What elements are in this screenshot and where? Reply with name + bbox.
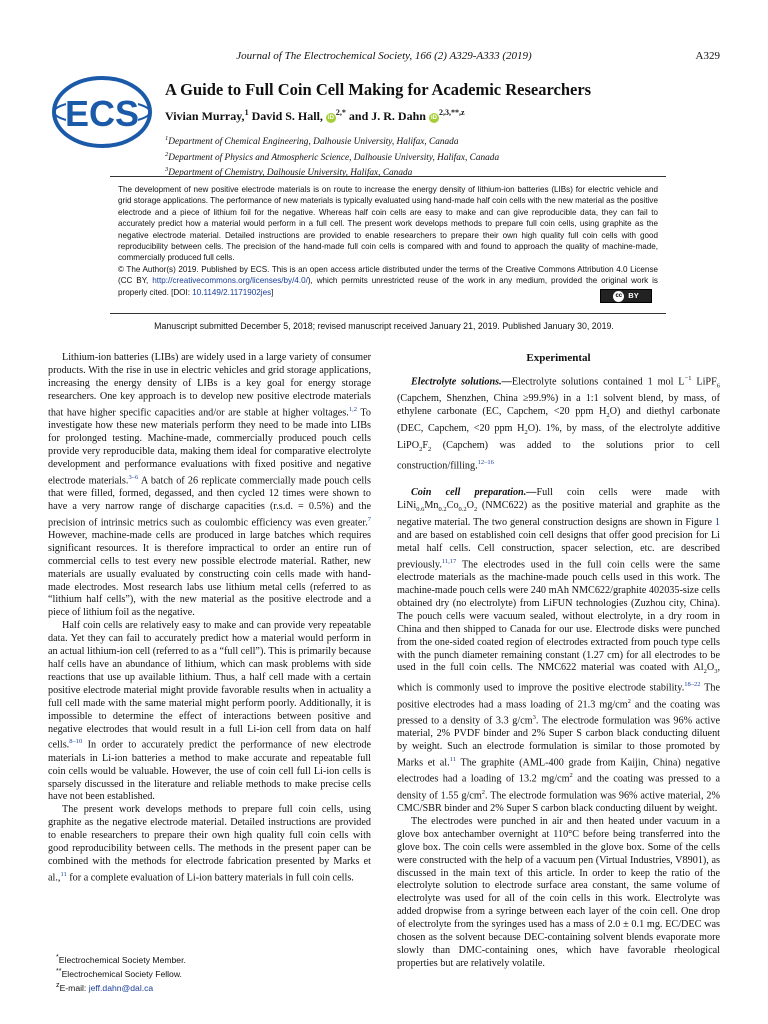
cc-icon: cc [613,291,624,302]
author-affil-mark: 2,* [335,108,346,117]
citation[interactable]: 11 [449,756,456,764]
affiliation-line: $^1$Department of Chemical Engineering, Dalhousie University, Halifax, Canada [165,135,459,148]
footnote: $^z$E-mail: jeff.dahn@dal.ca [56,981,154,994]
citation[interactable]: 11 [60,870,67,878]
orcid-icon[interactable]: iD [430,115,437,121]
citation[interactable]: 3–6 [128,473,139,481]
footnote: **Electrochemical Society Fellow. [56,967,182,980]
right-column [397,352,720,971]
running-head: Journal of The Electrochemical Society, 166 (2) A329-A333 (2019) [236,50,532,62]
body-paragraph: Electrolyte solutions.—Electrolyte solutions contained 1 mol $L^{-1}$ LiPF$_6$ (Capchem, Shenzhen, China ≥99.9%) in a 1:1 solvent blend, by mass, of ethylene carbonate (EC, Capchem, <20 ppm $H_2O$) and diethyl carbonate (DEC, Capchem, <20 ppm $H_2O$). 1%, by mass, of the electrolyte additive $LiPO_2F_2$ (Capchem) was added to the solutions prior to cell construction/filling.$^{12-16}$ [397,374,720,472]
doi-link[interactable]: 10.1149/2.1171902jes [192,287,272,297]
affiliation-line: $^2$Department of Physics and Atmospheric Science, Dalhousie University, Halifax, Canada [165,150,500,163]
body-paragraph: The present work develops methods to prepare full coin cells, using graphite as the negative electrode material. Detailed instructions are provided to enable researchers to prepare their own high quality full coin cells with good reproducibility between cells. The methods in the present paper can be combined with the methods for electrode fabrication presented by Marks et al.,$^{11}$ for a complete evaluation of Li-ion battery materials in full coin cells. [48,804,371,884]
body-paragraph: Coin cell preparation.—Full coin cells were made with $LiNi_{0.6}Mn_{0.2}Co_{0.2}O_2$ (NMC622) as the positive material and graphite as the negative material. The two general construction designs are shown in Figure 1 and are based on established coin cell designs that offer good precision for Li metal half cells. Cell construction, spacer selection, etc. are described previously.$^{11,17}$ The electrodes used in the full coin cells were the same electrode materials as the machine-made pouch cells used in this work. The machine-made pouch cells were 240 mAh NMC622/graphite 402035-size cells obtained dry (no electrolyte) from LiFUN technologies (Zuzhou city, China). The pouch cells were vacuum sealed, without electrolyte, in a dry room in China and then shipped to Canada for our use. Electrode disks were punched from the one-sided coated region of electrodes extracted from pouch type cells with the punch diameter remaining constant (1.27 cm) for all electrodes to be used in the full coin cells. The NMC622 material was coated with $Al_2O_3$, which is commonly used to improve the positive electrode stability.$^{18-22}$ The positive electrodes had a mass loading of 21.3 $mg/cm^2$ and the coating was pressed to a density of 3.3 $g/cm^3$. The electrode formulation was 96% active material, 2% PVDF binder and 2% Super S carbon black conducting diluent by weight. Such an electrode formulation is similar to those promoted by Marks et al.$^{11}$ The graphite (AML-400 grade from Kaijin, China) negative electrodes had a loading of 13.2 $mg/cm^2$ and the coating was pressed to a density of 1.55 $g/cm^2$. The electrode formulation was 96% active material, 2% CMC/SBR binder and 2% Super S carbon black conducting diluent by weight. [397,487,721,814]
license-text: © The Author(s) 2019. Published by ECS. This is an open access article distributed under the terms of the Creative Commons Attribution 4.0 License (CC BY, [118,264,658,286]
body-paragraph: The electrodes were punched in air and then heated under vacuum in a glove box antechamber overnight at 110°C before being transferred into the glove box. The coin cells were assembled in the glove box. Some of the cells were constructed with the help of a vacuum pen (Virtual Industries, V8901), as discussed in the main text of this article. In order to keep the ratio of the electrolyte solution to electrode surface area constant, the same volume of electrolyte was used for all of the coin cells in this work. Electrolyte was added dropwise from a syringe between each layer of the coin cell. One drop of electrolyte from the syringes used has a mass of 2.0 ± 0.1 mg. EC/DEC was chosen as the solvent because DEC-containing solvent blends evaporate more slowly than DMC-containing ones, which have favorable rheological properties but are relatively volatile. [397,815,720,969]
figure-link[interactable]: 1 [714,517,720,529]
citation[interactable]: 7 [367,515,371,523]
citation[interactable]: 11,17 [441,557,457,565]
section-heading: Experimental [526,352,591,364]
affiliation-line: $^3$Department of Chemistry, Dalhousie University, Halifax, Canada [165,166,413,179]
citation[interactable]: 12–16 [477,458,494,466]
footnotes [48,952,371,994]
citation[interactable]: 8–10 [69,738,83,746]
email-link[interactable]: jeff.dahn@dal.ca [88,983,154,994]
abstract: The development of new positive electrode materials is on route to increase the energy density of lithium-ion batteries (LIBs) for electric vehicle and grid storage applications. The performance of new materials is typically evaluated using hand-made half coin cells with the new material as the positive electrode and a piece of lithium foil for the negative. Whereas half coin cells are easy to make and can give reproducible data, they can fail to accurately predict how a material would perform in a full cell. The present work develops methods to prepare full coin cells, using graphite as the negative electrode material. Detailed instructions are provided to enable researchers to prepare their own high quality full coin cells with good reproducibility between cells. The precision of the hand-made full coin cells is compared with and found to approach the quality of machine-made, commercially produced full cells. © The Author(s) 2019. Published by ECS. This is an open access article distributed under the terms of the Creative Commons Attribution 4.0 License (CC BY, http://creativecommons.org/licenses/by/4.0/), which permits unrestricted reuse of the work in any medium, provided the original work is properly cited. [DOI: 10.1149/2.1171902jes] cc BY [110,176,666,314]
manuscript-dates: Manuscript submitted December 5, 2018; revised manuscript received January 21, 2019. Published January 30, 2019. [154,321,614,331]
author-name: David S. Hall, [251,109,323,123]
body-paragraph: Half coin cells are relatively easy to make and can provide very repeatable data. Yet they can fail to accurately predict how a material would perform in an actual lithium-ion cell (referred to as a “full cell”). This is primarily because half cells have an abundance of lithium, which can mask problems with side reactions that use up available lithium. Thus, a half cell made with a certain positive electrode material might provide favorable results when in actuality a full cell made with the same material might perform poorly. Additionally, it is impossible to determine the effect of interactions between positive and negative electrodes that would result in a full Li-ion cell from data on half cells.$^{8-10}$ In order to accurately predict the performance of new electrode materials in Li-ion batteries a method to make accurate and repeatable full coin cells would be valuable. However, the use of coin cell full Li-ion cells is sparsely discussed in the literature and reliable methods to make precise cells have not been established. [48,620,371,803]
affiliations [165,133,725,180]
subsection-heading: Electrolyte solutions.— [411,376,512,388]
license-link[interactable]: http://creativecommons.org/licenses/by/4.0/ [152,276,308,286]
footnote: *Electrochemical Society Member. [56,953,186,965]
ecs-logo-text: ECS [64,93,140,134]
page-number: A329 [695,50,720,62]
citation[interactable]: 18–22 [684,681,701,689]
ecs-logo [52,76,152,148]
left-column [48,352,371,885]
cc-by-label: BY [628,291,639,301]
cc-by-badge[interactable] [600,289,652,303]
article-title: A Guide to Full Coin Cell Making for Academic Researchers [165,80,592,99]
abstract-text: The development of new positive electrode materials is on route to increase the energy density of lithium-ion batteries (LIBs) for electric vehicle and grid storage applications. The performance of new materials is typically evaluated using hand-made half coin cells with the new material as the positive electrode and a piece of lithium foil for the negative. Whereas half coin cells are easy to make and can give reproducible data, they can fail to accurately predict how a material would perform in a full cell. The present work develops methods to prepare full coin cells, using graphite as the negative electrode material. Detailed instructions are provided to enable researchers to prepare their own high quality full coin cells with good reproducibility between cells. The precision of the hand-made full coin cells is compared with and found to approach the quality of machine-made, commercially produced full cells. [118,185,658,263]
citation[interactable]: 1,2 [348,405,357,413]
author-name: Vivian Murray, [165,109,245,123]
body-paragraph: Lithium-ion batteries (LIBs) are widely used in a large variety of consumer products. With the rise in use in electric vehicles and grid storage applications, increasing the energy density of LIBs is a key goal for energy storage researchers. One key approach is to develop new positive electrode materials that have higher specific capacities and/or are stable at higher voltages.$^{1,2}$ To investigate how these new materials perform they need to be made into LIBs for prolonged testing. Machine-made, commercially produced pouch cells provide very reproducible data, making them ideal for comparative electrolyte development and performance evaluations with fixed positive and negative electrode materials.$^{3-6}$ A batch of 26 replicate commercially made pouch cells that were filled, formed, degassed, and then cycled 12 times were shown to have a very narrow range of discharge capacities (r.s.d. = 0.5%) and the precision of intrinsic metrics such as coulombic efficiency was even greater.$^7$ However, machine-made cells are produced in large batches which requires significant resources. It is therefore impractical to order an entire run of commercial cells to test every new possible electrode material. Rather, new materials are usually evaluated by constructing coin cells made with hand-made electrodes. Most research labs use lithium metal cells (referred to as “lithium half cells”), with the new material as the positive electrode and a piece of lithium foil as the negative. [48,352,372,619]
orcid-icon[interactable]: iD [327,115,334,121]
author-affil-mark: 2,3,**,z [438,108,465,117]
author-affil-mark: 1 [244,108,249,117]
subsection-heading: Coin cell preparation.— [411,487,537,499]
author-name: and J. R. Dahn [348,109,426,123]
author-list [165,108,725,124]
